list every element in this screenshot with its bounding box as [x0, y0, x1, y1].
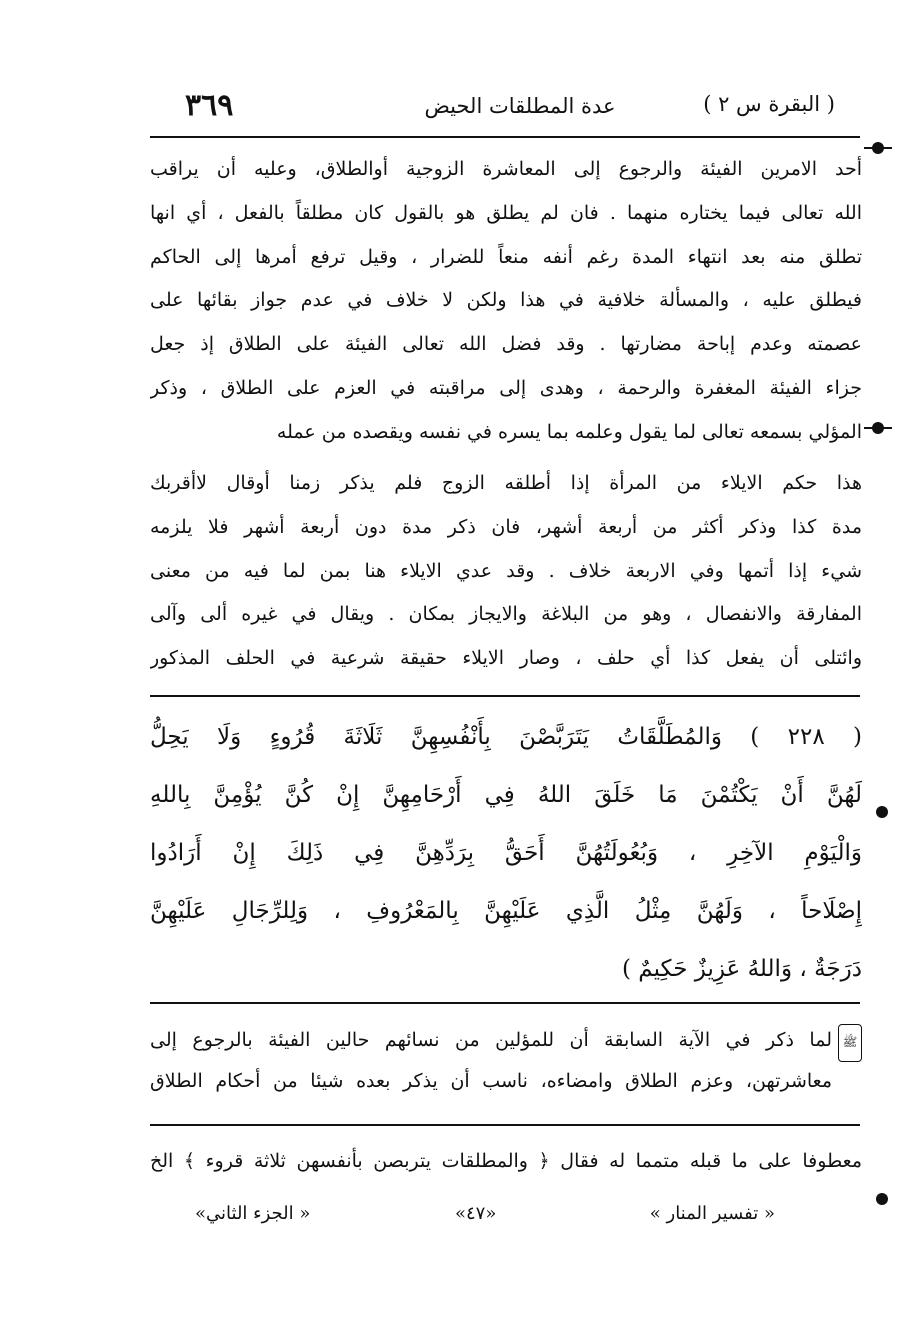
margin-mark-icon — [872, 422, 884, 434]
commentary-paragraph-2 — [150, 462, 862, 681]
page-number: ٣٦٩ — [185, 88, 234, 123]
margin-dot-icon — [876, 1193, 888, 1205]
text-line: فيطلق عليه ، والمسألة خلافية في هذا ولكن لا خلاف في عدم جواز بقائها على — [150, 289, 862, 312]
margin-dot-icon — [876, 806, 888, 818]
quran-verse — [150, 708, 862, 998]
text-line: الله تعالى فيما يختاره منهما . فان لم يطلق هو بالقول كان مطلقاً بالفعل ، أي انها — [150, 201, 862, 224]
text-line: جزاء الفيئة المغفرة والرحمة ، وهدى إلى مراقبته في العزم على الطلاق ، وذكر — [150, 376, 862, 399]
verse-line: دَرَجَةٌ ، وَاللهُ عَزِيزٌ حَكِيمٌ ) — [622, 956, 862, 982]
commentary-paragraph-1 — [150, 148, 862, 455]
surah-reference: ( البقرة س ٢ ) — [703, 92, 835, 116]
page-footer — [195, 1203, 775, 1233]
text-line: وائتلى أن يفعل كذا أي حلف ، وصار الايلاء حقيقة شرعية في الحلف المذكور — [150, 647, 862, 670]
verse-line: لَهُنَّ أَنْ يَكْتُمْنَ مَا خَلَقَ اللهُ فِي أَرْحَامِهِنَّ إِنْ كُنَّ يُؤْمِنَّ بِاللهِ — [150, 782, 862, 808]
continuation-paragraph — [150, 1142, 862, 1180]
header-divider — [150, 136, 860, 138]
context-note — [150, 1020, 862, 1102]
text-line: عصمته وعدم إباحة مضارتها . وقد فضل الله تعالى الفيئة على الطلاق إذ جعل — [150, 333, 862, 356]
footer-book-title: « تفسير المنار » — [649, 1203, 775, 1224]
text-line: المؤلي بسمعه تعالى لما يقول وعلمه بما يسره في نفسه ويقصده من عمله — [276, 420, 862, 443]
text-line: مدة كذا وذكر أكثر من أربعة أشهر، فان ذكر مدة دون أربعة أشهر فلا يلزمه — [150, 515, 862, 538]
section-divider — [150, 1002, 860, 1004]
text-line: تطلق منه بعد انتهاء المدة رغم أنفه منعاً للضرار ، وقيل ترفع أمرها إلى الحاكم — [150, 245, 862, 268]
section-divider — [150, 695, 860, 697]
note-line: معاشرتهن، وعزم الطلاق وامضاءه، ناسب أن يذكر بعده شيئا من أحكام الطلاق — [150, 1070, 832, 1092]
footer-page-number: «٤٧» — [455, 1203, 497, 1224]
text-line: هذا حكم الايلاء من المرأة إذا أطلقه الزوج فلم يذكر زمنا أوقال لاأقربك — [150, 472, 862, 494]
verse-line: ( ٢٢٨ ) وَالمُطَلَّقَاتُ يَتَرَبَّصْنَ بِأَنْفُسِهِنَّ ثَلَاثَةَ قُرُوءٍ وَلَا يَحِلُّ — [150, 724, 862, 750]
text-line: أحد الامرين الفيئة والرجوع إلى المعاشرة الزوجية أوالطلاق، وعليه أن يراقب — [150, 158, 862, 180]
text-line: معطوفا على ما قبله متمما له فقال ﴿ والمطلقات يتربصن بأنفسهن ثلاثة قروء ﴾ الخ — [150, 1150, 862, 1172]
page-header — [155, 88, 845, 128]
section-divider — [150, 1124, 860, 1126]
verse-line: وَالْيَوْمِ الآخِرِ ، وَبُعُولَتُهُنَّ أَحَقُّ بِرَدِّهِنَّ فِي ذَلِكَ إِنْ أَرَادُوا — [150, 840, 862, 866]
verse-line: إِصْلَاحاً ، وَلَهُنَّ مِثْلُ الَّذِي عَلَيْهِنَّ بِالمَعْرُوفِ ، وَلِلرِّجَالِ عَلَيْهِنَّ — [150, 898, 862, 924]
note-marker-icon: ﷺ — [838, 1024, 862, 1062]
chapter-title: عدة المطلقات الحيض — [424, 94, 616, 118]
text-line: المفارقة والانفصال ، وهو من البلاغة والايجاز بمكان . ويقال في غيره ألى وآلى — [150, 603, 862, 626]
note-line: لما ذكر في الآية السابقة أن للمؤلين من نسائهم حالين الفيئة بالرجوع إلى — [150, 1029, 832, 1051]
footer-volume: « الجزء الثاني» — [195, 1203, 311, 1224]
margin-mark-icon — [872, 142, 884, 154]
text-line: شيء إذا أتمها وفي الاربعة خلاف . وقد عدي الايلاء هنا بمن لما فيه من معنى — [150, 559, 862, 582]
